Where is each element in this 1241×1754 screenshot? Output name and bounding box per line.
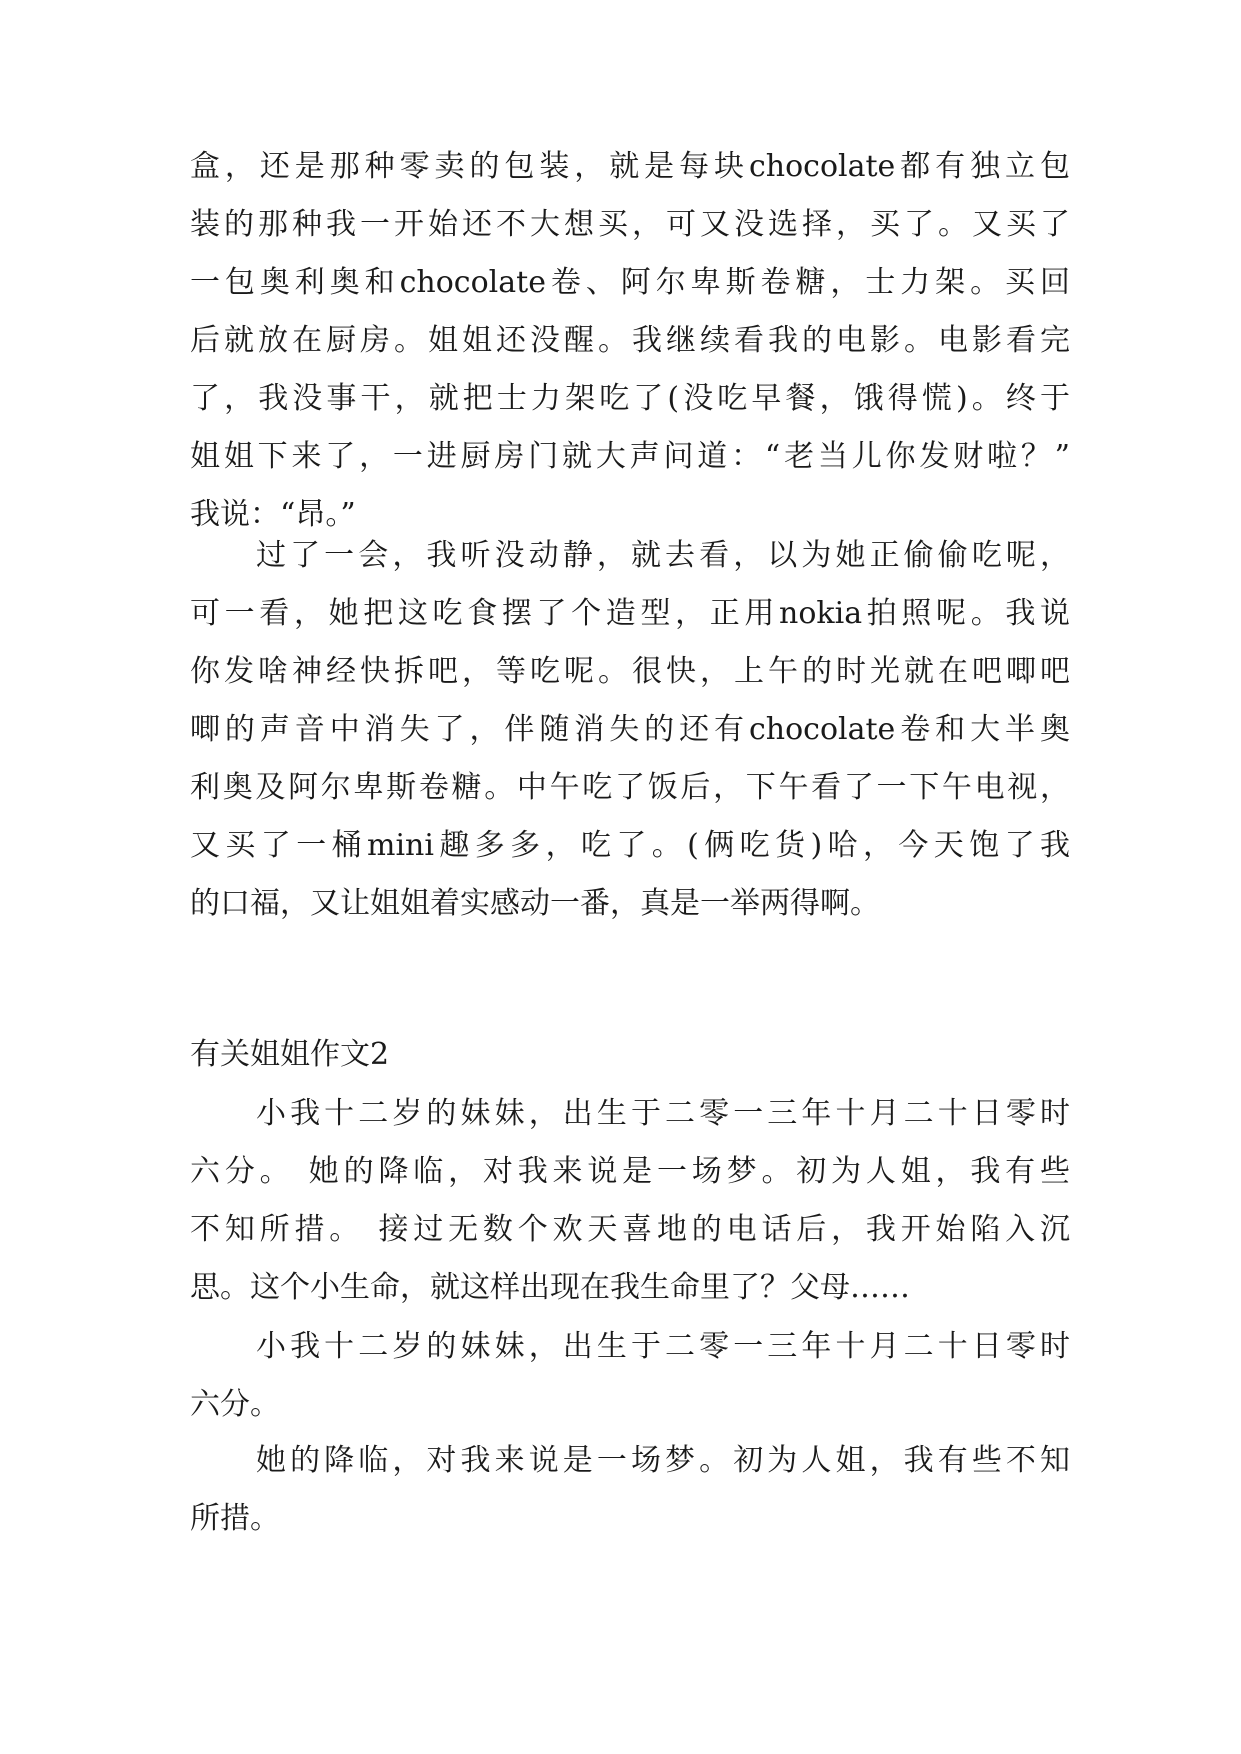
text-line: 姐姐下来了，一进厨房门就大声问道：“老当儿你发财啦？”	[190, 439, 1070, 474]
text-line: 唧的声音中消失了，伴随消失的还有chocolate卷和大半奥	[190, 712, 1070, 747]
paragraph-2	[190, 527, 1070, 933]
text-line: 所措。	[190, 1501, 280, 1536]
text-line: 六分。	[190, 1387, 280, 1422]
text-line: 的口福，又让姐姐着实感动一番，真是一举两得啊。	[190, 886, 880, 921]
text-line: 她的降临，对我来说是一场梦。初为人姐，我有些不知	[256, 1443, 1070, 1478]
text-line: 六分。 她的降临，对我来说是一场梦。初为人姐，我有些	[190, 1154, 1070, 1189]
text-line: 思。这个小生命，就这样出现在我生命里了？父母……	[190, 1270, 910, 1305]
paragraph-5	[190, 1432, 1070, 1548]
paragraph-3	[190, 1085, 1070, 1317]
text-line: 盒，还是那种零卖的包装，就是每块chocolate都有独立包	[190, 149, 1070, 184]
text-line: 小我十二岁的妹妹，出生于二零一三年十月二十日零时	[256, 1329, 1070, 1364]
text-line: 装的那种我一开始还不大想买，可又没选择，买了。又买了	[190, 207, 1070, 242]
text-line: 不知所措。 接过无数个欢天喜地的电话后，我开始陷入沉	[190, 1212, 1070, 1247]
text-line: 过了一会，我听没动静，就去看，以为她正偷偷吃呢，	[256, 538, 1070, 573]
paragraph-4	[190, 1318, 1070, 1434]
section-heading-block	[190, 1026, 1070, 1084]
text-line: 可一看，她把这吃食摆了个造型，正用nokia拍照呢。我说	[190, 596, 1070, 631]
paragraph-1	[190, 138, 1070, 544]
text-line: 一包奥利奥和chocolate卷、阿尔卑斯卷糖，士力架。买回	[190, 265, 1070, 300]
text-line: 我说：“昂。”	[190, 497, 356, 532]
text-line: 利奥及阿尔卑斯卷糖。中午吃了饭后，下午看了一下午电视，	[190, 770, 1070, 805]
text-line: 了，我没事干，就把士力架吃了(没吃早餐，饿得慌)。终于	[190, 381, 1070, 416]
text-line: 又买了一桶mini趣多多，吃了。(俩吃货)哈，今天饱了我	[190, 828, 1070, 863]
text-line: 后就放在厨房。姐姐还没醒。我继续看我的电影。电影看完	[190, 323, 1070, 358]
section-heading: 有关姐姐作文2	[190, 1037, 390, 1072]
text-line: 你发啥神经快拆吧，等吃呢。很快，上午的时光就在吧唧吧	[190, 654, 1070, 689]
text-line: 小我十二岁的妹妹，出生于二零一三年十月二十日零时	[256, 1096, 1070, 1131]
